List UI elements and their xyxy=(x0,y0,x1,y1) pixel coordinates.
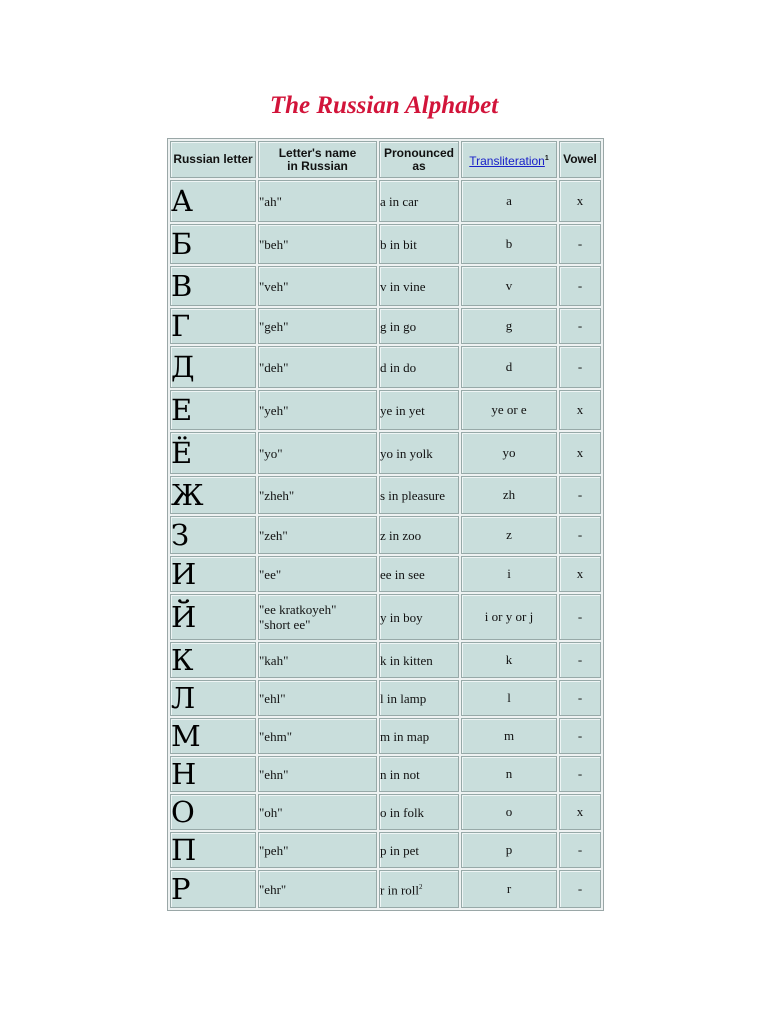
table-row xyxy=(170,390,601,430)
vowel-cell: x xyxy=(559,432,601,474)
pronounced-text: b in bit xyxy=(380,236,417,252)
letter-name-cell xyxy=(258,308,377,344)
vowel-cell: - xyxy=(559,680,601,716)
letter-name-text: "ehl" xyxy=(259,690,286,706)
pronounced-text: l in lamp xyxy=(380,690,427,706)
pronounced-cell xyxy=(379,390,459,430)
russian-letter-cell: М xyxy=(170,718,256,754)
table-row xyxy=(170,180,601,222)
letter-name-cell xyxy=(258,642,377,678)
vowel-cell: - xyxy=(559,516,601,554)
transliteration-cell: z xyxy=(461,516,557,554)
letter-name-text: "veh" xyxy=(259,278,289,294)
pronounced-cell xyxy=(379,832,459,868)
pronounced-text: p in pet xyxy=(380,842,419,858)
pronounced-text: m in map xyxy=(380,728,430,744)
russian-letter-cell: К xyxy=(170,642,256,678)
header-transliteration xyxy=(461,141,557,178)
russian-letter-cell: Д xyxy=(170,346,256,388)
letter-name-text: "zeh" xyxy=(259,527,288,543)
pronounced-cell xyxy=(379,308,459,344)
vowel-cell: x xyxy=(559,390,601,430)
letter-name-cell xyxy=(258,390,377,430)
vowel-cell: x xyxy=(559,556,601,592)
letter-name-cell xyxy=(258,476,377,514)
transliteration-cell: i or y or j xyxy=(461,594,557,640)
letter-name-cell xyxy=(258,432,377,474)
table-row xyxy=(170,308,601,344)
vowel-cell: - xyxy=(559,308,601,344)
russian-letter-cell: Г xyxy=(170,308,256,344)
transliteration-cell: ye or e xyxy=(461,390,557,430)
letter-name-text: "geh" xyxy=(259,318,289,334)
letter-name-cell xyxy=(258,266,377,306)
table-row xyxy=(170,756,601,792)
russian-letter-cell: П xyxy=(170,832,256,868)
pronounced-text: ye in yet xyxy=(380,402,425,418)
transliteration-footnote-mark: 1 xyxy=(544,154,549,162)
letter-name-cell xyxy=(258,718,377,754)
letter-name-text: "ehm" xyxy=(259,728,292,744)
vowel-cell: x xyxy=(559,794,601,830)
russian-letter-cell: Л xyxy=(170,680,256,716)
table-row xyxy=(170,516,601,554)
russian-letter-cell: И xyxy=(170,556,256,592)
header-pronounced-line2: as xyxy=(412,158,426,173)
transliteration-cell: l xyxy=(461,680,557,716)
transliteration-cell: i xyxy=(461,556,557,592)
transliteration-cell: zh xyxy=(461,476,557,514)
letter-name-text: "beh" xyxy=(259,236,289,252)
russian-letter-cell: В xyxy=(170,266,256,306)
transliteration-cell: b xyxy=(461,224,557,264)
pronounced-cell xyxy=(379,756,459,792)
vowel-cell: x xyxy=(559,180,601,222)
russian-letter-cell: Р xyxy=(170,870,256,908)
transliteration-cell: yo xyxy=(461,432,557,474)
pronounced-text: z in zoo xyxy=(380,527,422,543)
pronounced-text: o in folk xyxy=(380,804,425,820)
pronounced-footnote-mark: 2 xyxy=(419,883,423,892)
pronounced-text: s in pleasure xyxy=(380,487,445,503)
letter-name-alt-text: "short ee" xyxy=(259,617,311,632)
pronounced-text: r in roll xyxy=(380,882,419,898)
letter-name-text: "ee" xyxy=(259,566,282,582)
russian-letter-cell: Й xyxy=(170,594,256,640)
pronounced-cell xyxy=(379,556,459,592)
letter-name-cell xyxy=(258,346,377,388)
pronounced-text: n in not xyxy=(380,766,420,782)
transliteration-cell: d xyxy=(461,346,557,388)
vowel-cell: - xyxy=(559,266,601,306)
table-header-row xyxy=(170,141,601,178)
vowel-cell: - xyxy=(559,832,601,868)
letter-name-cell xyxy=(258,516,377,554)
header-letter-name xyxy=(258,141,377,178)
alphabet-table xyxy=(167,138,604,911)
pronounced-text: g in go xyxy=(380,318,417,334)
letter-name-cell xyxy=(258,832,377,868)
page-title: The Russian Alphabet xyxy=(269,92,499,119)
header-russian-letter: Russian letter xyxy=(170,141,256,178)
russian-letter-cell: Б xyxy=(170,224,256,264)
transliteration-cell: o xyxy=(461,794,557,830)
letter-name-text: "ee kratkoyeh" xyxy=(259,602,337,617)
table-row xyxy=(170,832,601,868)
pronounced-text: d in do xyxy=(380,359,417,375)
letter-name-cell xyxy=(258,180,377,222)
transliteration-cell: g xyxy=(461,308,557,344)
pronounced-text: k in kitten xyxy=(380,652,433,668)
letter-name-cell xyxy=(258,870,377,908)
vowel-cell: - xyxy=(559,870,601,908)
table-row xyxy=(170,224,601,264)
russian-letter-cell: Ж xyxy=(170,476,256,514)
russian-letter-cell: А xyxy=(170,180,256,222)
table-row xyxy=(170,718,601,754)
vowel-cell: - xyxy=(559,718,601,754)
letter-name-text: "ehn" xyxy=(259,766,289,782)
russian-letter-cell: Е xyxy=(170,390,256,430)
table-row xyxy=(170,266,601,306)
header-letter-name-line1: Letter's name xyxy=(278,145,357,160)
russian-letter-cell: Ё xyxy=(170,432,256,474)
vowel-cell: - xyxy=(559,642,601,678)
table-row xyxy=(170,594,601,640)
table-row xyxy=(170,870,601,908)
vowel-cell: - xyxy=(559,594,601,640)
pronounced-cell xyxy=(379,432,459,474)
pronounced-cell xyxy=(379,180,459,222)
pronounced-cell xyxy=(379,794,459,830)
transliteration-cell: a xyxy=(461,180,557,222)
pronounced-cell xyxy=(379,516,459,554)
russian-letter-cell: Н xyxy=(170,756,256,792)
russian-letter-cell: О xyxy=(170,794,256,830)
vowel-cell: - xyxy=(559,756,601,792)
pronounced-text: yo in yolk xyxy=(380,445,433,461)
pronounced-cell xyxy=(379,224,459,264)
header-vowel: Vowel xyxy=(559,141,601,178)
letter-name-cell xyxy=(258,594,377,640)
table-row xyxy=(170,680,601,716)
transliteration-cell: v xyxy=(461,266,557,306)
pronounced-text: v in vine xyxy=(380,278,426,294)
pronounced-cell xyxy=(379,870,459,908)
transliteration-link[interactable]: Transliteration xyxy=(469,153,545,168)
letter-name-text: "peh" xyxy=(259,842,289,858)
letter-name-text: "yeh" xyxy=(259,402,289,418)
letter-name-text: "oh" xyxy=(259,804,283,820)
pronounced-text: y in boy xyxy=(380,609,423,625)
letter-name-cell xyxy=(258,680,377,716)
vowel-cell: - xyxy=(559,224,601,264)
letter-name-cell xyxy=(258,556,377,592)
header-pronounced xyxy=(379,141,459,178)
pronounced-cell xyxy=(379,594,459,640)
pronounced-cell xyxy=(379,346,459,388)
letter-name-text: "ah" xyxy=(259,193,282,209)
table-row xyxy=(170,794,601,830)
letter-name-text: "kah" xyxy=(259,652,289,668)
pronounced-cell xyxy=(379,476,459,514)
header-letter-name-line2: in Russian xyxy=(287,158,348,173)
transliteration-cell: r xyxy=(461,870,557,908)
pronounced-cell xyxy=(379,642,459,678)
letter-name-cell xyxy=(258,756,377,792)
pronounced-cell xyxy=(379,266,459,306)
letter-name-text: "ehr" xyxy=(259,881,287,897)
table-row xyxy=(170,476,601,514)
header-pronounced-line1: Pronounced xyxy=(383,145,454,160)
transliteration-cell: p xyxy=(461,832,557,868)
vowel-cell: - xyxy=(559,476,601,514)
transliteration-cell: m xyxy=(461,718,557,754)
pronounced-cell xyxy=(379,718,459,754)
letter-name-text: "yo" xyxy=(259,445,283,461)
letter-name-cell xyxy=(258,224,377,264)
pronounced-cell xyxy=(379,680,459,716)
table-row xyxy=(170,642,601,678)
transliteration-cell: n xyxy=(461,756,557,792)
transliteration-cell: k xyxy=(461,642,557,678)
letter-name-cell xyxy=(258,794,377,830)
pronounced-text: a in car xyxy=(380,193,419,209)
letter-name-text: "deh" xyxy=(259,359,289,375)
table-row xyxy=(170,432,601,474)
letter-name-text: "zheh" xyxy=(259,487,295,503)
russian-letter-cell: З xyxy=(170,516,256,554)
vowel-cell: - xyxy=(559,346,601,388)
table-row xyxy=(170,346,601,388)
pronounced-text: ee in see xyxy=(380,566,425,582)
table-row xyxy=(170,556,601,592)
